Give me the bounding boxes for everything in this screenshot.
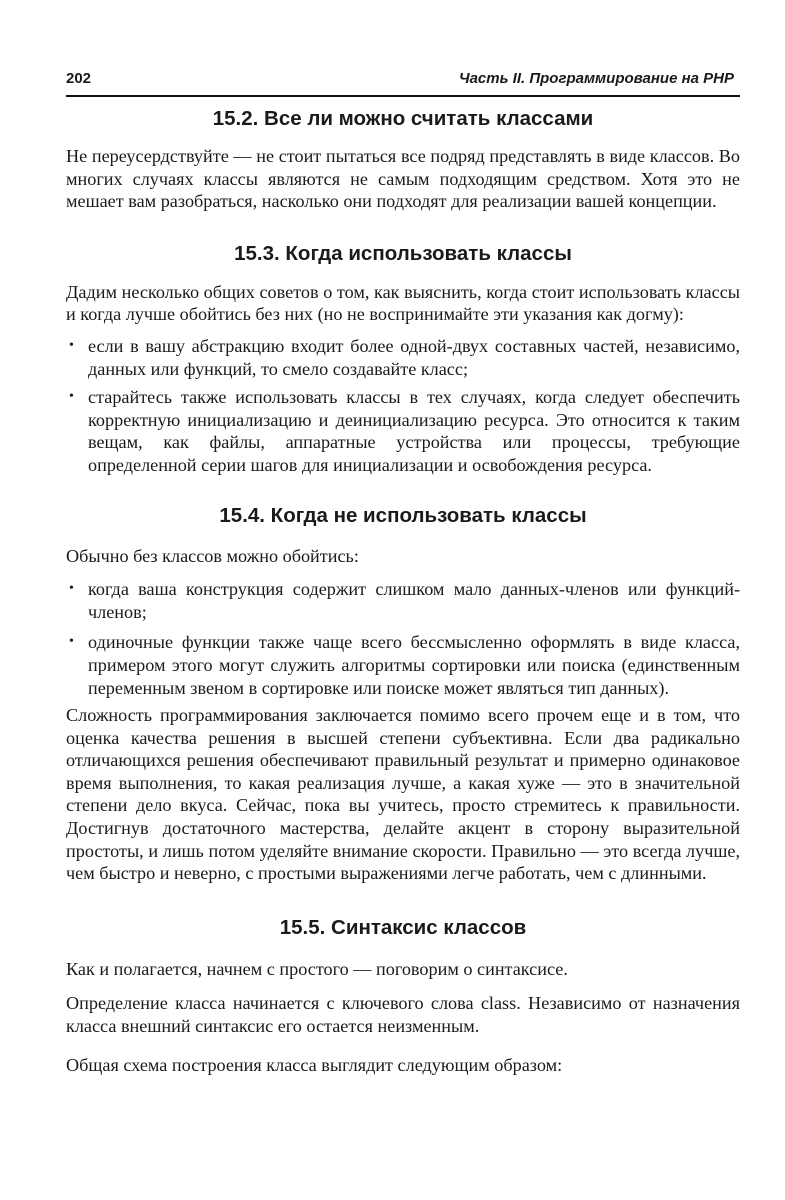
paragraph-15-5-a: Как и полагается, начнем с простого — поговорим о синтаксисе. bbox=[66, 958, 568, 979]
list-item-text: когда ваша конструкция содержит слишком мало данных-членов или функций-членов; bbox=[88, 579, 740, 622]
paragraph-15-3-intro: Дадим несколько общих советов о том, как выяснить, когда стоит использовать классы и когда лучше обойтись без них (но не воспринимайте эти указания как догму): bbox=[66, 281, 740, 325]
bullet-list-15-4 bbox=[66, 578, 740, 699]
bullet-icon: • bbox=[69, 581, 74, 597]
page-number: 202 bbox=[66, 70, 92, 87]
heading-15-4: 15.4. Когда не использовать классы bbox=[219, 503, 587, 527]
paragraph-15-2: Не переусердствуйте — не стоит пытаться все подряд представлять в виде классов. Во многих случаях классы являются не самым подходящим средством. Хотя это не мешает вам разобраться, насколько они подходят для реализации вашей концепции. bbox=[66, 146, 740, 212]
page-header bbox=[66, 70, 740, 97]
paragraph-15-4-outro: Сложность программирования заключается помимо всего прочем еще и в том, что оценка качества решения в высшей степени субъективна. Если два радикально отличающихся решения обеспечивают правильный результат и примерно одинаковое время выполнения, то какая реализация лучше, а какая хуже — это в значительной степени дело вкуса. Сейчас, пока вы учитесь, просто стремитесь к правильности. Достигнув достаточного мастерства, делайте акцент в сторону выразительной простоты, и лишь потом уделяйте внимание скорости. Правильно — это всегда лучше, чем быстро и неверно, с простыми выражениями легче работать, чем с длинными. bbox=[66, 705, 740, 884]
heading-15-5: 15.5. Синтаксис классов bbox=[279, 915, 527, 939]
heading-15-2: 15.2. Все ли можно считать классами bbox=[212, 107, 594, 130]
book-page bbox=[66, 70, 740, 1076]
list-item-text: если в вашу абстракцию входит более одной-двух составных частей, независимо, данных или функций, то смело создавайте класс; bbox=[88, 335, 740, 379]
list-item bbox=[66, 335, 740, 380]
bullet-icon: • bbox=[69, 389, 74, 405]
list-item bbox=[66, 578, 740, 623]
list-item bbox=[66, 386, 740, 476]
bullet-icon: • bbox=[69, 337, 74, 353]
list-item-text: одиночные функции также чаще всего бессмысленно оформлять в виде класса, примером этого могут служить алгоритмы сортировки или поиска (единственным переменным звеном в сортировке или поиске может являться тип данных). bbox=[88, 632, 740, 698]
paragraph-15-5-c: Общая схема построения класса выглядит следующим образом: bbox=[66, 1054, 563, 1075]
bullet-list-15-3 bbox=[66, 335, 740, 477]
paragraph-15-4-intro: Обычно без классов можно обойтись: bbox=[66, 545, 359, 566]
heading-15-3: 15.3. Когда использовать классы bbox=[234, 241, 572, 265]
paragraph-15-5-b: Определение класса начинается с ключевого слова class. Независимо от назначения класса внешний синтаксис его остается неизменным. bbox=[66, 993, 740, 1037]
list-item bbox=[66, 631, 740, 699]
list-item-text: старайтесь также использовать классы в тех случаях, когда следует обеспечить корректную инициализацию и деинициализацию ресурса. Это относится к таким вещам, как файлы, аппаратные устройства или процессы, требующие определенной серии шагов для инициализации и освобождения ресурса. bbox=[88, 387, 740, 475]
bullet-icon: • bbox=[69, 634, 74, 650]
running-title: Часть II. Программирование на PHP bbox=[458, 70, 734, 87]
